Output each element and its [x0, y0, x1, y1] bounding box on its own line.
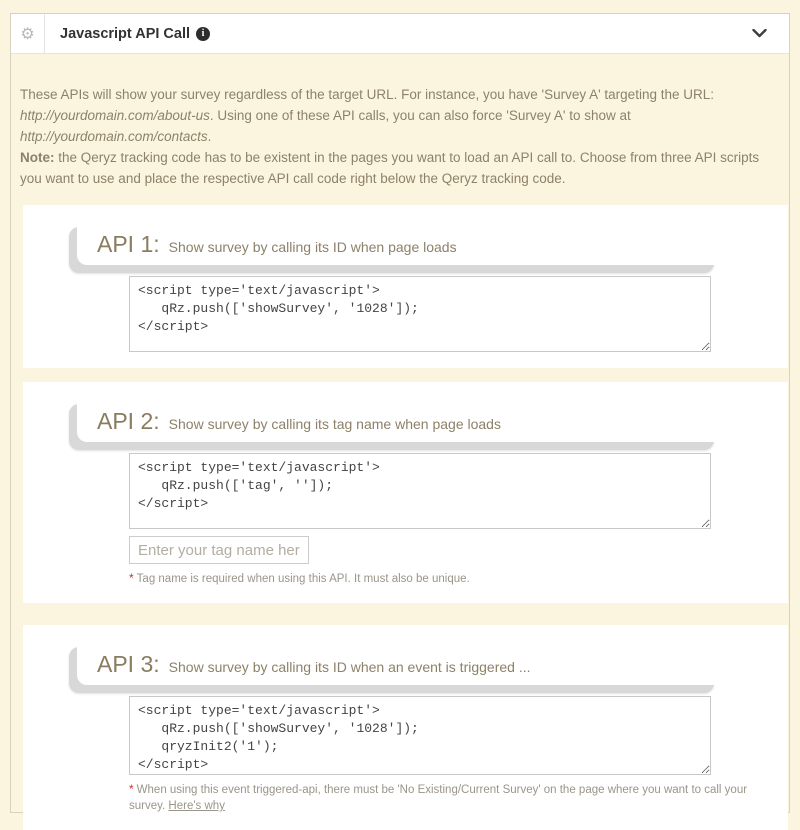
panel-title: [60, 26, 210, 42]
api2-description: Show survey by calling its tag name when page loads: [168, 416, 501, 432]
intro-line1: These APIs will show your survey regardless of the target URL. For instance, you have 'Survey A' targeting the URL:: [20, 87, 714, 102]
api1-label: API 1:: [97, 231, 160, 257]
api1-card: [23, 205, 788, 368]
required-asterisk: *: [129, 782, 134, 796]
api3-description: Show survey by calling its ID when an event is triggered ...: [168, 659, 531, 675]
intro-note-label: Note:: [20, 150, 55, 165]
api3-note-text: When using this event triggered-api, there must be 'No Existing/Current Survey' on the page where you want to call your survey.: [129, 784, 748, 812]
api1-ribbon-front: [77, 219, 788, 265]
api1-ribbon-header: [69, 219, 788, 273]
example-url-contacts: http://yourdomain.com/contacts: [20, 129, 208, 144]
heres-why-link[interactable]: Here's why: [168, 800, 225, 812]
intro-after-url2: .: [207, 129, 212, 144]
api3-label: API 3:: [97, 651, 160, 677]
api3-ribbon-header: [69, 639, 788, 693]
api1-description: Show survey by calling its ID when page loads: [168, 239, 457, 255]
settings-gear-cell[interactable]: [11, 14, 45, 53]
javascript-api-call-panel: [10, 13, 790, 813]
api3-ribbon-front: [77, 639, 788, 685]
tag-name-input[interactable]: [129, 536, 309, 564]
intro-note-text: the Qeryz tracking code has to be existent in the pages you want to load an API call to. Choose from three API scripts you want to use and place the respective API call code right below the Qeryz tracking code.: [20, 150, 760, 186]
panel-title-text: Javascript API Call: [60, 25, 191, 42]
api2-ribbon-front: [77, 396, 788, 442]
api2-card: [23, 382, 788, 603]
intro-after-url1: . Using one of these API calls, you can also force 'Survey A' to show at: [209, 108, 631, 123]
gear-icon: ⚙: [20, 25, 35, 43]
chevron-down-icon: [752, 29, 767, 38]
api2-code-textarea[interactable]: [129, 453, 711, 529]
api2-note-text: Tag name is required when using this API. It must also be unique.: [136, 573, 470, 585]
collapse-chevron-button[interactable]: [752, 29, 767, 38]
api2-note: [129, 570, 768, 587]
example-url-about: http://yourdomain.com/about-us: [20, 108, 210, 123]
api3-card: [23, 625, 788, 830]
info-icon[interactable]: i: [196, 27, 210, 41]
api1-code-textarea[interactable]: [129, 276, 711, 352]
api3-code-textarea[interactable]: [129, 696, 711, 775]
api2-label: API 2:: [97, 408, 160, 434]
api2-ribbon-header: [69, 396, 788, 450]
intro-paragraph: [11, 54, 789, 189]
panel-header: [11, 14, 789, 54]
api3-note: [129, 781, 768, 814]
required-asterisk: *: [129, 571, 134, 585]
